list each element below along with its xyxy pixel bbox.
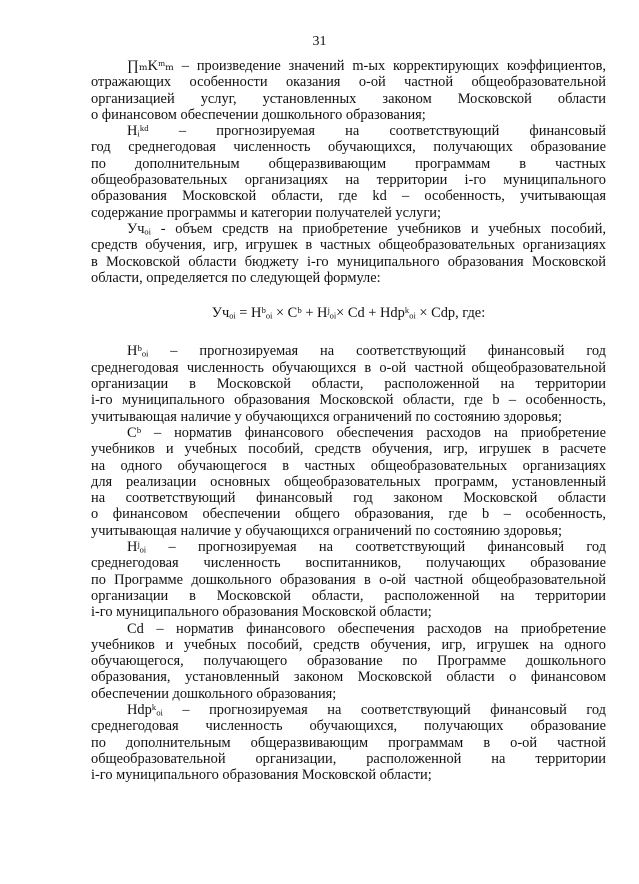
page-number: 31 xyxy=(312,34,327,49)
math-symbol: Учₒᵢ xyxy=(127,220,151,237)
text-line xyxy=(91,237,606,253)
text-line xyxy=(91,441,606,457)
line-text: на одного обучающегося в частных общеобразовательных организациях xyxy=(91,457,606,474)
text-line xyxy=(91,58,606,74)
text-line xyxy=(91,653,606,669)
text-line xyxy=(91,123,606,139)
text-line xyxy=(91,221,606,237)
math-symbol: Hᵢᵏᵈ xyxy=(127,123,149,140)
text-line xyxy=(91,555,606,571)
text-line xyxy=(91,74,606,90)
text-line xyxy=(91,376,606,392)
line-text: i-го муниципального образования Московской области; xyxy=(91,604,432,621)
line-text: – норматив финансового обеспечения расходов на приобретение xyxy=(141,424,606,441)
line-text: – прогнозируемая на соответствующий финансовый год xyxy=(146,539,606,556)
line-text: среднегодовая численность обучающихся, получающих образование xyxy=(91,718,606,735)
text-line xyxy=(91,621,606,637)
text-line xyxy=(91,767,606,783)
document-body xyxy=(91,58,606,783)
line-text: по дополнительным общеразвивающим программам в о-ой частной xyxy=(91,734,606,751)
math-symbol: Hʲₒᵢ xyxy=(127,539,147,556)
line-text: учитывающая наличие у обучающихся ограничений по состоянию здоровья; xyxy=(91,522,562,539)
line-text: обучающегося, получающего образование по Программе дошкольного xyxy=(91,653,606,670)
text-line xyxy=(91,156,606,172)
text-line xyxy=(91,188,606,204)
line-text: по Программе дошкольного образования в о-ой частной общеобразовательной xyxy=(91,571,606,588)
formula-text: Учₒᵢ = Hᵇₒᵢ × Cᵇ + Hʲₒᵢ× Cd + Hdpᵏₒᵢ × Cdp, где: xyxy=(211,305,486,322)
math-symbol: Cᵇ xyxy=(127,424,142,441)
line-text: - объем средств на приобретение учебников и учебных пособий, xyxy=(150,220,606,237)
text-line xyxy=(91,474,606,490)
line-text: – произведение значений m-ых корректирующих коэффициентов, xyxy=(173,58,606,74)
text-line xyxy=(91,702,606,718)
line-text: организацией услуг, установленных законом Московской области xyxy=(91,90,606,107)
line-text: образования, установленный законом Московской области о финансовом xyxy=(91,669,606,686)
text-line xyxy=(91,205,606,221)
text-line xyxy=(91,523,606,539)
line-text: учебников и учебных пособий, средств обучения, игр, игрушек в расчете xyxy=(91,441,606,458)
line-text: i-го муниципального образования Московской области, где b – особенность, xyxy=(91,392,606,409)
text-line xyxy=(91,254,606,270)
text-line xyxy=(91,139,606,155)
line-text: – прогнозируемая на соответствующий финансовый год xyxy=(148,343,606,360)
text-line xyxy=(91,270,606,286)
line-text: – прогнозируемая на соответствующий финансовый xyxy=(148,123,606,140)
line-text: общеобразовательных организациях на территории i-го муниципального xyxy=(91,172,606,189)
text-line xyxy=(91,588,606,604)
text-line xyxy=(91,735,606,751)
line-text: Cd – норматив финансового обеспечения расходов на приобретение xyxy=(127,620,606,637)
text-line xyxy=(91,669,606,685)
line-text: обеспечении дошкольного образования; xyxy=(91,685,337,702)
text-line xyxy=(91,490,606,506)
text-line xyxy=(91,604,606,620)
text-line xyxy=(91,458,606,474)
text-line xyxy=(91,751,606,767)
line-text: – прогнозируемая на соответствующий финансовый год xyxy=(162,701,606,718)
text-line xyxy=(91,107,606,123)
text-line xyxy=(91,572,606,588)
line-text: учебников и учебных пособий, средств обучения, игр, игрушек на одного xyxy=(91,636,606,653)
text-line xyxy=(91,539,606,555)
line-text: среднегодовая численность обучающихся в о-ой частной общеобразовательной xyxy=(91,359,606,376)
text-line xyxy=(91,637,606,653)
text-line xyxy=(91,360,606,376)
line-text: в Московской области бюджету i-го муниципального образования Московской xyxy=(91,253,606,270)
text-line xyxy=(91,409,606,425)
line-text: области, определяется по следующей формуле: xyxy=(91,269,381,286)
line-text: о финансовом обеспечении общего образования, где b – особенность, xyxy=(91,506,606,523)
text-line xyxy=(91,686,606,702)
text-line xyxy=(91,718,606,734)
line-text: содержание программы и категории получателей услуги; xyxy=(91,204,441,221)
line-text: отражающих особенности оказания о-ой частной общеобразовательной xyxy=(91,74,606,91)
line-text: на соответствующий финансовый год законом Московской области xyxy=(91,490,606,507)
text-line xyxy=(91,392,606,408)
line-text: о финансовом обеспечении дошкольного образования; xyxy=(91,106,426,123)
line-text: организации в Московской области, расположенной на территории xyxy=(91,587,606,604)
formula xyxy=(91,305,606,321)
text-line xyxy=(91,343,606,359)
text-line xyxy=(91,172,606,188)
line-text: образования Московской области, где kd – особенность, учитывающая xyxy=(91,188,606,205)
line-text: организации в Московской области, расположенной на территории xyxy=(91,376,606,393)
text-line xyxy=(91,506,606,522)
math-symbol: Hᵇₒᵢ xyxy=(127,343,149,360)
math-symbol: Hdpᵏₒᵢ xyxy=(127,701,163,718)
line-text: по дополнительным общеразвивающим программам в частных xyxy=(91,155,606,172)
line-text: год среднегодовая численность обучающихся, получающих образование xyxy=(91,139,606,156)
line-text: общеобразовательной организации, расположенной на территории xyxy=(91,750,606,767)
text-line xyxy=(91,425,606,441)
line-text: i-го муниципального образования Московской области; xyxy=(91,767,432,784)
text-line xyxy=(91,91,606,107)
line-text: среднегодовая численность воспитанников, получающих образование xyxy=(91,555,606,572)
line-text: средств обучения, игр, игрушек в частных общеобразовательных организациях xyxy=(91,237,606,254)
line-text: для реализации основных общеобразовательных программ, установленный xyxy=(91,473,606,490)
math-symbol: ∏ₘKᵐₘ xyxy=(127,58,174,74)
line-text: учитывающая наличие у обучающихся ограничений по состоянию здоровья; xyxy=(91,408,562,425)
